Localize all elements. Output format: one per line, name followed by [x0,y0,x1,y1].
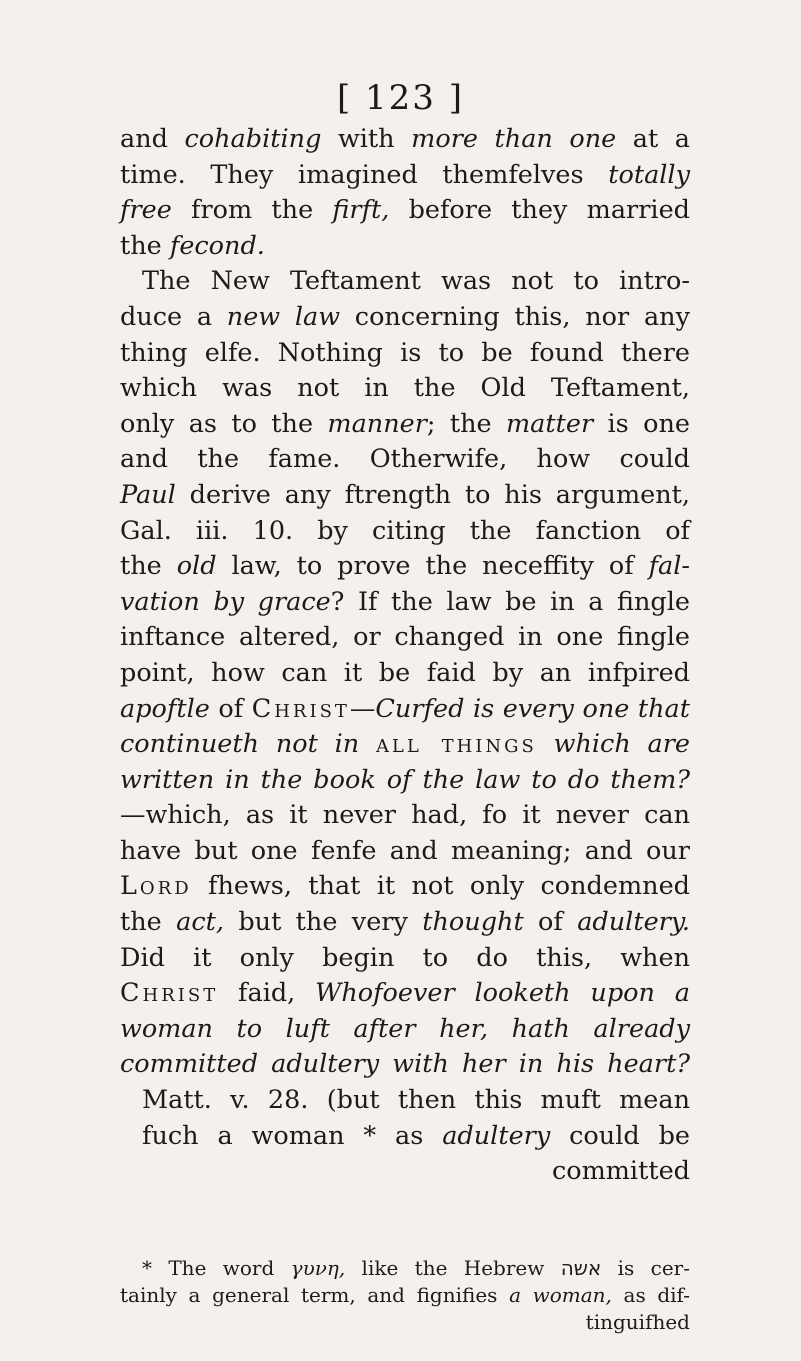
text-line-6: duce a new law concerning this, nor any [120,301,690,332]
text-line-12: Gal. iii. 10. by citing the fanction of [120,515,690,546]
footnote-line-3: tinguifhed [585,1310,690,1334]
text-line-2: time. They imagined themfelves totally [120,159,690,190]
text-line-28: Matt. v. 28. (but then this muft mean [142,1085,690,1116]
text-line-22: Lord fhews, that it not only condemned [120,871,690,902]
text-line-27: committed adultery with her in his heart? [120,1049,690,1080]
footnote-line-2: tainly a general term, and fignifies a woman, as dif- [120,1283,690,1307]
text-line-9: only as to the manner; the matter is one [120,408,690,439]
text-line-13: the old law, to prove the neceffity of fal- [120,551,690,582]
text-line-11: Paul derive any ftrength to his argument, [120,479,690,510]
text-line-16: point, how can it be faid by an infpired [120,657,690,688]
text-line-18: continueth not in all things which are [120,729,690,760]
text-line-1: and cohabiting with more than one at a [120,124,690,154]
text-line-3: free from the firft, before they married [120,195,690,226]
text-line-24: Did it only begin to do this, when [120,942,690,973]
text-line-17: apoftle of Christ—Curfed is every one that [120,693,690,724]
body-text [120,122,690,1190]
text-line-5: The New Teftament was not to intro- [142,266,690,297]
text-line-4: the fecond. [120,230,265,261]
text-line-23: the act, but the very thought of adultery. [120,907,690,938]
text-line-15: inftance altered, or changed in one fingle [120,622,690,653]
text-line-19: written in the book of the law to do them? [120,764,690,795]
text-line-25: Christ faid, Whofoever looketh upon a [120,978,690,1009]
text-line-8: which was not in the Old Teftament, [120,373,690,404]
page-number: [ 123 ] [336,78,465,118]
text-line-20: —which, as it never had, fo it never can [120,800,690,831]
text-line-29: fuch a woman * as adultery could be [142,1120,690,1151]
footnote-line-1: * The word γυνη, like the Hebrew אשה is cer- [142,1256,690,1280]
text-line-7: thing elfe. Nothing is to be found there [120,337,690,368]
catchword: committed [551,1156,690,1187]
text-line-14: vation by grace? If the law be in a fingle [120,586,690,617]
footnote [120,1255,690,1336]
text-line-26: woman to luft after her, hath already [120,1013,690,1044]
text-line-21: have but one fenfe and meaning; and our [120,835,690,866]
text-line-10: and the fame. Otherwife, how could [120,444,690,475]
